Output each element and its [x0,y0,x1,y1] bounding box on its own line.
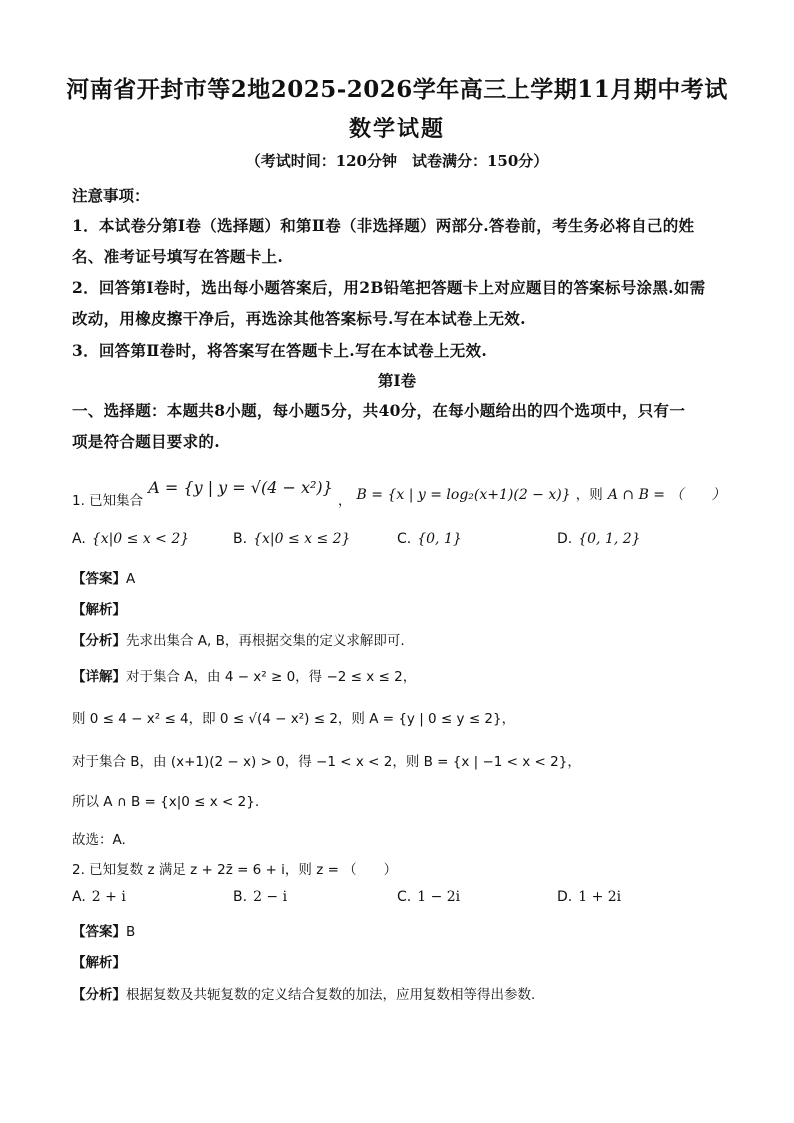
q2-answer [72,920,135,940]
choice-label: D. [557,889,573,905]
q1-prefix: 1. 已知集合 [72,493,144,509]
q2-stem: 2. 已知复数 z 满足 z + 2z̄ = 6 + i，则 z = （ ） [72,862,398,878]
choice-label: B. [233,889,248,905]
q1-detail-line: 则 0 ≤ 4 − x² ≤ 4，即 0 ≤ √(4 − x²) ≤ 2，则 A = {y | 0 ≤ y ≤ 2}， [72,711,516,727]
detail-text: 对于集合 A，由 4 − x² ≥ 0，得 −2 ≤ x ≤ 2， [126,669,417,685]
q2-choice-c [397,889,460,905]
q2-analysis [72,951,126,971]
choice-text: {x|0 ≤ x ≤ 2} [253,531,351,547]
choice-text: {x|0 ≤ x < 2} [91,531,190,547]
q2-choice-d [557,889,621,905]
choice-label: A. [72,531,86,547]
part-title: 第Ⅰ卷 [377,371,417,390]
choice-label: C. [397,531,412,547]
choice-text: 1 − 2i [417,889,461,905]
answer-value: B [126,924,136,940]
exam-info: （考试时间：120分钟 试卷满分：150分） [245,152,549,170]
q1-analysis [72,598,126,618]
q1-choice-d [557,531,641,547]
q1-choice-a [72,531,189,547]
q1-fenxi [72,629,405,649]
choice-text: {0, 1} [417,531,462,547]
q1-set-a: A = {y | y = √(4 − x²)} [148,478,333,497]
q1-comma: ， [337,493,352,509]
q1-conclusion: 故选：A. [72,832,126,848]
choice-label: B. [233,531,248,547]
choice-text: 1 + 2i [578,889,622,905]
q1-set-b: B = {x | y = log₂(x+1)(2 − x)} [356,487,571,503]
choice-text: 2 + i [91,889,126,905]
analysis-tag: 【解析】 [72,602,126,618]
notice-line: 3．回答第Ⅱ卷时，将答案写在答题卡上.写在本试卷上无效. [72,341,488,360]
q1-detail-line: 所以 A ∩ B = {x|0 ≤ x < 2}. [72,794,260,810]
section-heading: 项是符合题目要求的. [72,432,220,451]
q2-choice-b [233,889,287,905]
choice-text: 2 − i [253,889,288,905]
fenxi-tag: 【分析】 [72,633,126,649]
answer-value: A [126,571,136,587]
analysis-tag: 【解析】 [72,955,126,971]
section-heading: 一、选择题：本题共8小题，每小题5分，共40分，在每小题给出的四个选项中，只有一 [72,401,686,420]
document-subtitle: 数学试题 [348,116,445,142]
answer-tag: 【答案】 [72,924,126,940]
q2-choice-a [72,889,126,905]
notice-line: 改动，用橡皮擦干净后，再选涂其他答案标号.写在本试卷上无效. [72,309,526,328]
detail-tag: 【详解】 [72,669,126,685]
notice-line: 名、准考证号填写在答题卡上. [72,247,284,266]
answer-tag: 【答案】 [72,571,126,587]
q1-answer [72,567,135,587]
notice-line: 2．回答第Ⅰ卷时，选出每小题答案后，用2B铅笔把答题卡上对应题目的答案标号涂黑.如需 [72,278,706,297]
notice-line: 1．本试卷分第Ⅰ卷（选择题）和第Ⅱ卷（非选择题）两部分.答卷前，考生务必将自己的姓 [72,216,695,235]
q1-suffix: ，则 [575,487,603,503]
document-title: 河南省开封市等2地2025-2026学年高三上学期11月期中考试 [66,76,728,103]
notice-heading: 注意事项： [72,186,150,205]
q1-detail-line: 对于集合 B，由 (x+1)(2 − x) > 0，得 −1 < x < 2，则 B = {x | −1 < x < 2}， [72,754,581,770]
fenxi-text: 根据复数及共轭复数的定义结合复数的加法，应用复数相等得出参数. [126,987,536,1003]
choice-label: A. [72,889,86,905]
choice-label: C. [397,889,412,905]
choice-label: D. [557,531,573,547]
fenxi-tag: 【分析】 [72,987,126,1003]
q2-fenxi [72,983,535,1003]
q1-choice-b [233,531,350,547]
q1-ask: A ∩ B = （ ） [607,487,726,503]
q1-stem [72,478,726,509]
q1-choice-c [397,531,462,547]
q1-detail [72,665,416,685]
fenxi-text: 先求出集合 A, B，再根据交集的定义求解即可. [126,633,405,649]
choice-text: {0, 1, 2} [578,531,641,547]
